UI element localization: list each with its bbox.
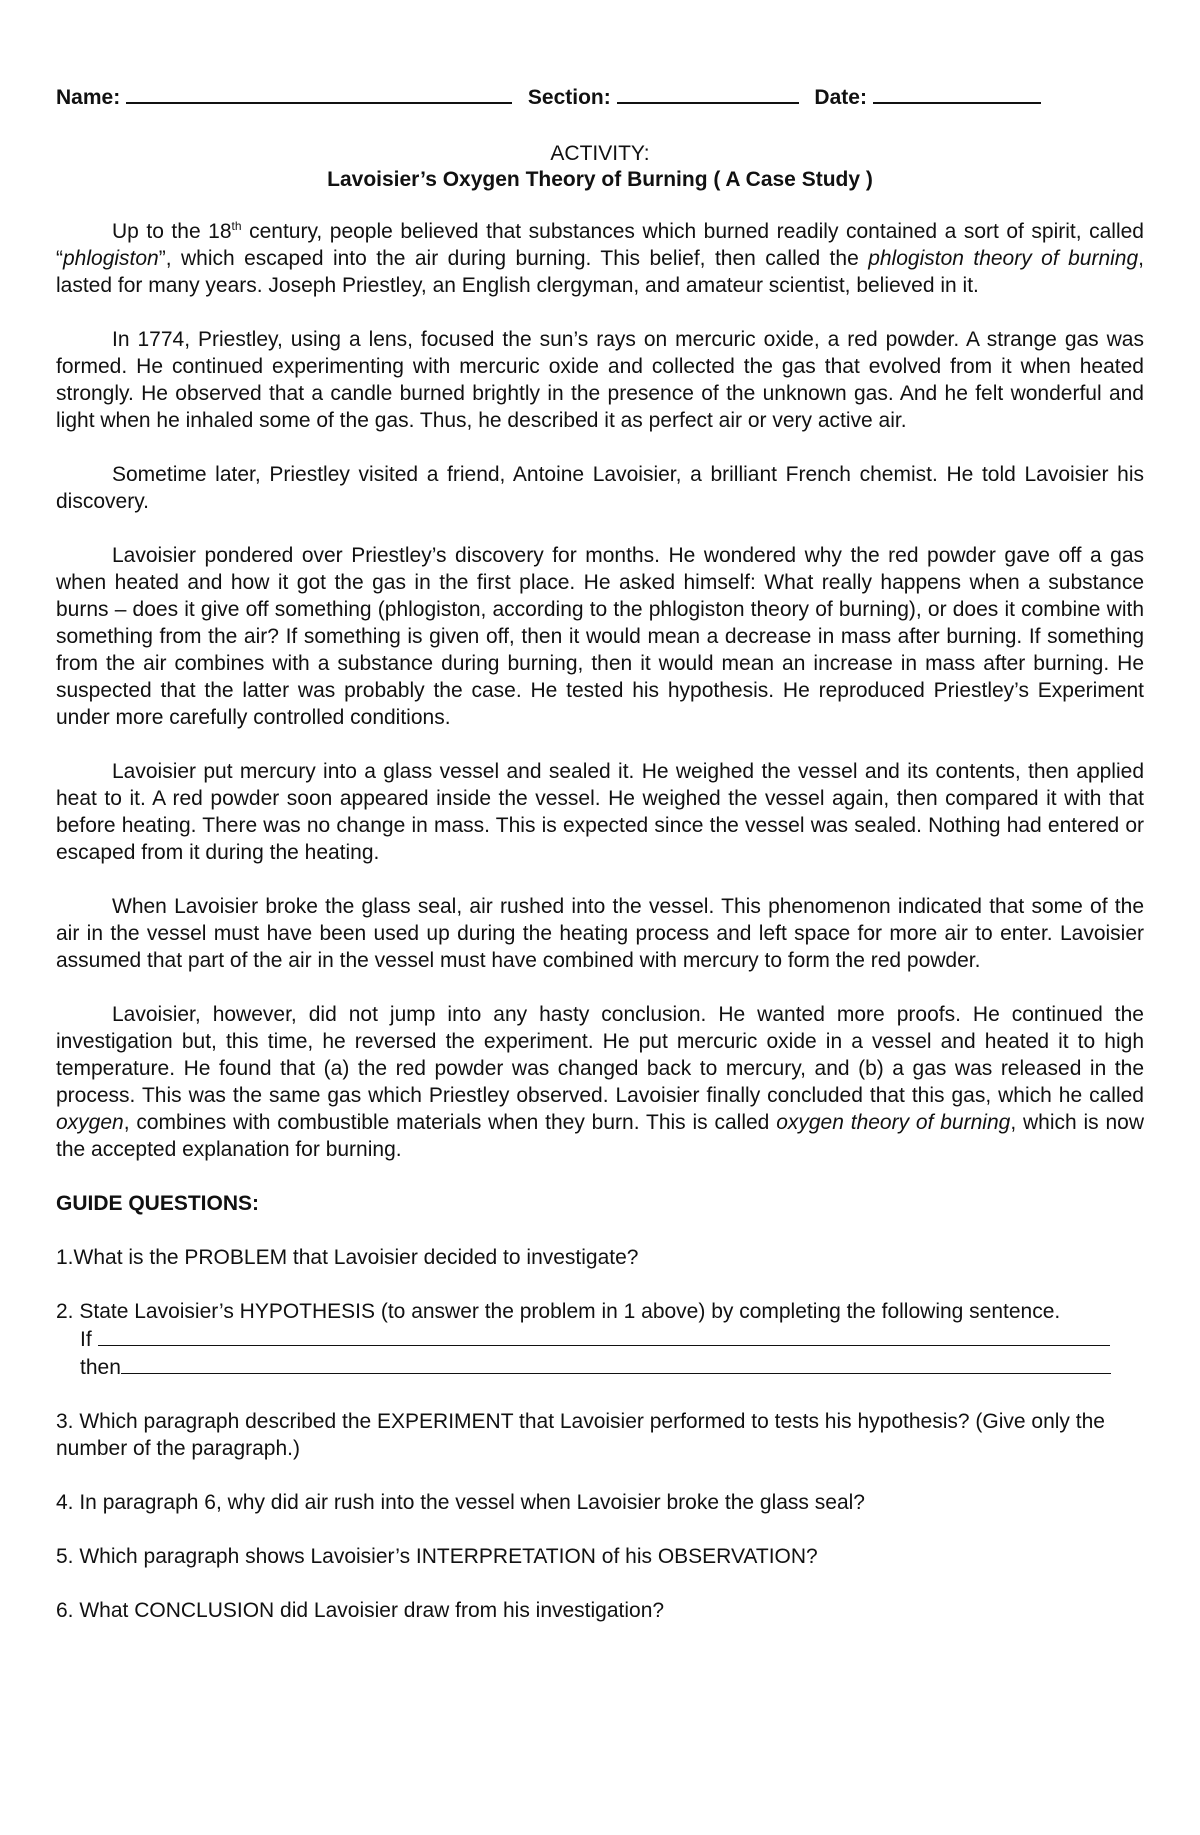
- p7-text-b: , combines with combustible materials when they burn. This is called: [123, 1111, 777, 1134]
- p7-text-c: , which is now the accepted explanation for burning.: [56, 1111, 1144, 1161]
- student-info-header: [56, 84, 1041, 111]
- p1-superscript: th: [231, 219, 242, 233]
- paragraph-2: In 1774, Priestley, using a lens, focused the sun’s rays on mercuric oxide, a red powder. A strange gas was formed. He continued experimenting with mercuric oxide and collected the gas that evolved from it when heated strongly. He observed that a candle burned brightly in the presence of the unknown gas. And he felt wonderful and light when he inhaled some of the gas. Thus, he described it as perfect air or very active air.: [56, 328, 1144, 432]
- hypothesis-then-line: [80, 1353, 1144, 1381]
- paragraph-6: When Lavoisier broke the glass seal, air rushed into the vessel. This phenomenon indicated that some of the air in the vessel must have been used up during the heating process and left space for more air to enter. Lavoisier assumed that part of the air in the vessel must have combined with mercury to form the red powder.: [56, 895, 1144, 972]
- p1-italic-phlogiston: phlogiston: [63, 247, 159, 270]
- p1-text-d: , lasted for many years. Joseph Priestley, an English clergyman, and amateur scientist, believed in it.: [56, 247, 1144, 297]
- if-label: If: [80, 1328, 92, 1351]
- date-label: Date:: [814, 86, 867, 109]
- question-3: 3. Which paragraph described the EXPERIMENT that Lavoisier performed to tests his hypothesis? (Give only the number of the paragraph.): [56, 1410, 1105, 1460]
- p1-text-c: ”, which escaped into the air during burning. This belief, then called the: [158, 247, 869, 270]
- paragraph-7: [56, 1001, 1144, 1163]
- question-1: 1.What is the PROBLEM that Lavoisier decided to investigate?: [56, 1246, 639, 1269]
- question-4: 4. In paragraph 6, why did air rush into the vessel when Lavoisier broke the glass seal?: [56, 1491, 865, 1514]
- paragraph-1: [56, 218, 1144, 299]
- p1-text-a: Up to the 18: [112, 220, 232, 243]
- p1-italic-theory: phlogiston theory of burning: [868, 247, 1139, 270]
- p7-text-a: Lavoisier, however, did not jump into any hasty conclusion. He wanted more proofs. He continued the investigation but, this time, he reversed the experiment. He put mercuric oxide in a vessel and heated it to high temperature. He found that (a) the red powder was changed back to mercury, and (b) a gas was released in the process. This was the same gas which Priestley observed. Lavoisier finally concluded that this gas, which he called: [56, 1003, 1144, 1107]
- name-label: Name:: [56, 86, 121, 109]
- then-answer-blank[interactable]: [121, 1353, 1111, 1374]
- paragraph-5: Lavoisier put mercury into a glass vessel and sealed it. He weighed the vessel and its contents, then applied heat to it. A red powder soon appeared inside the vessel. He weighed the vessel again, then compared it with that before heating. There was no change in mass. This is expected since the vessel was sealed. Nothing had entered or escaped from it during the heating.: [56, 760, 1144, 864]
- paragraph-4: Lavoisier pondered over Priestley’s discovery for months. He wondered why the red powder gave off a gas when heated and how it got the gas in the first place. He asked himself: What really happens when a substance burns – does it give off something (phlogiston, according to the phlogiston theory of burning), or does it combine with something from the air? If something is given off, then it would mean a decrease in mass after burning. If something from the air combines with a substance during burning, then it would mean an increase in mass after burning. He suspected that the latter was probably the case. He tested his hypothesis. He reproduced Priestley’s Experiment under more carefully controlled conditions.: [56, 544, 1144, 729]
- activity-title: Lavoisier’s Oxygen Theory of Burning ( A Case Study ): [327, 168, 873, 191]
- hypothesis-if-line: [80, 1325, 1144, 1353]
- paragraph-3: Sometime later, Priestley visited a friend, Antoine Lavoisier, a brilliant French chemist. He told Lavoisier his discovery.: [56, 463, 1144, 513]
- question-6: 6. What CONCLUSION did Lavoisier draw from his investigation?: [56, 1599, 665, 1622]
- section-label: Section:: [527, 86, 611, 109]
- section-blank: [617, 84, 799, 104]
- question-5: 5. Which paragraph shows Lavoisier’s INTERPRETATION of his OBSERVATION?: [56, 1545, 818, 1568]
- name-blank: [126, 84, 512, 104]
- p7-italic-oxygen: oxygen: [56, 1111, 124, 1134]
- if-answer-blank[interactable]: [98, 1325, 1110, 1346]
- date-blank: [873, 84, 1041, 104]
- guide-questions-heading: GUIDE QUESTIONS:: [56, 1192, 260, 1215]
- p7-italic-theory: oxygen theory of burning: [776, 1111, 1011, 1134]
- p1-text-b: century, people believed that substances which burned readily contained a sort of spirit, called “: [56, 220, 1144, 270]
- question-2: 2. State Lavoisier’s HYPOTHESIS (to answer the problem in 1 above) by completing the following sentence.: [56, 1300, 1061, 1323]
- then-label: then: [80, 1356, 121, 1379]
- case-study-body: [56, 218, 1144, 1651]
- activity-label: ACTIVITY:: [550, 142, 650, 165]
